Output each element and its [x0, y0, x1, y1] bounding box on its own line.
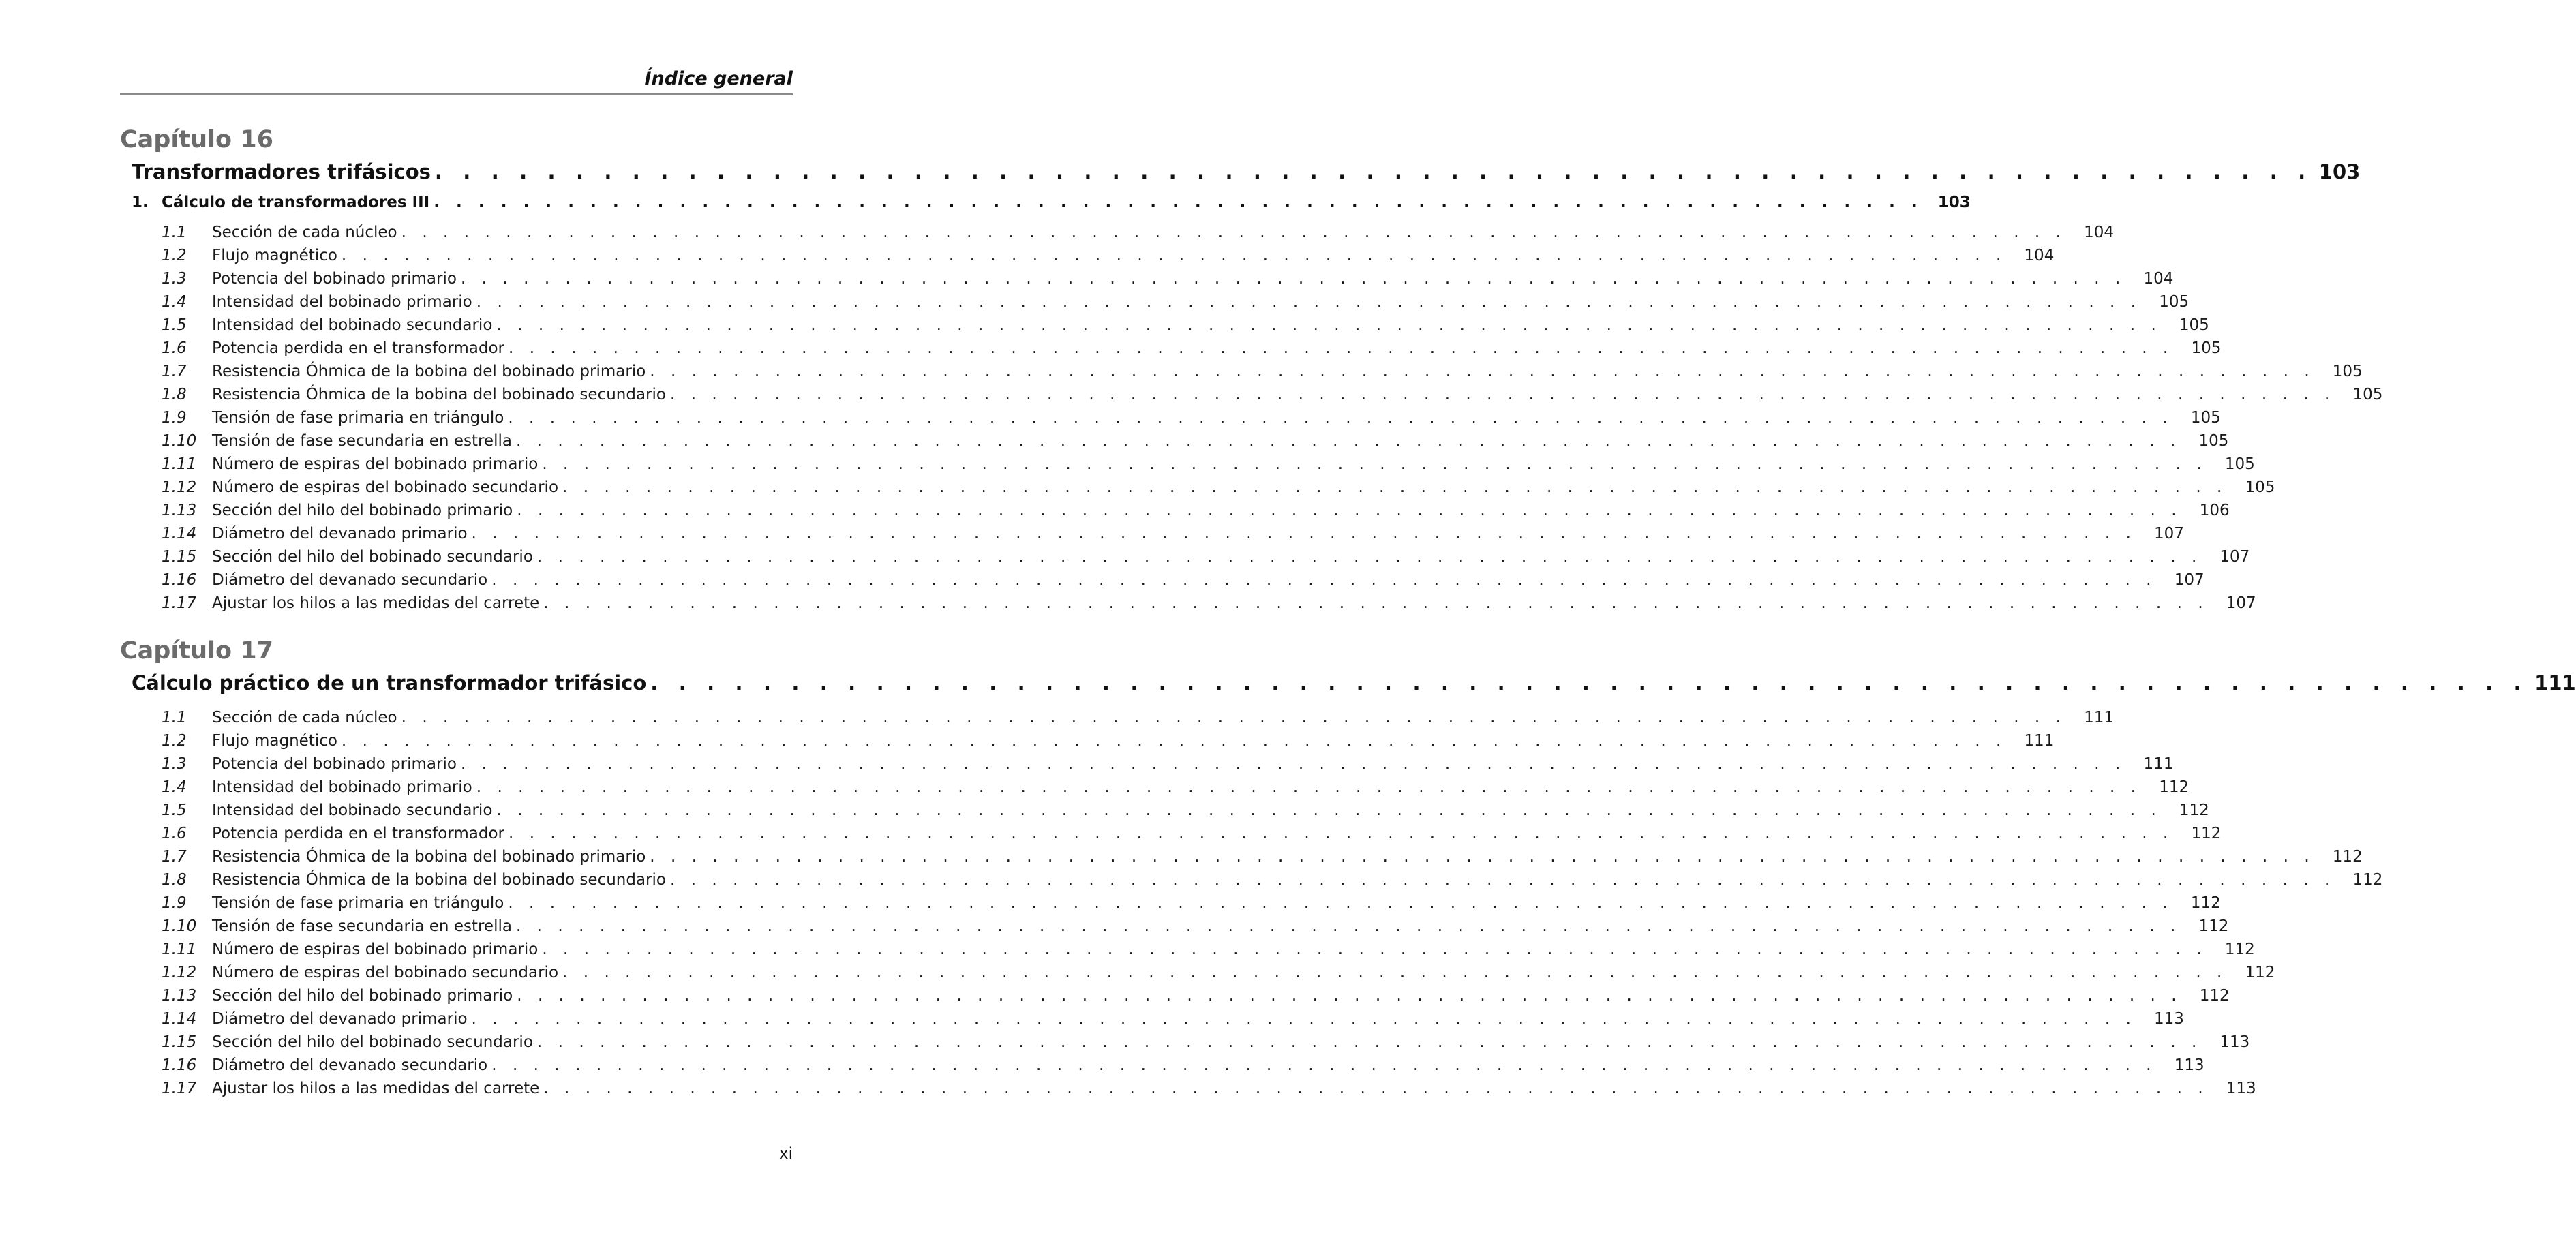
- dot-leader: . . . . . . . . . . . . . . . . . . . . . . . . . . . . . . . . . . . . . . . . . . . . . . . . . . . . . . . . . . . . . . . . . . . . . . . . . . . . . . . .: [496, 802, 2162, 819]
- toc-entry-page: 107: [2226, 594, 2256, 612]
- toc-entry-label: Número de espiras del bobinado primario: [212, 941, 539, 958]
- toc-entry[interactable]: [162, 270, 2174, 288]
- chapter-title: Transformadores trifásicos: [132, 160, 431, 183]
- dot-leader: . . . . . . . . . . . . . . . . . . . . . . . . . . . . . . . . . . . . . . . . . . . . . . . . . . . . . . . . . . . . . . . . . . . . . . . . . . . . . . . .: [669, 386, 2335, 403]
- toc-entry-number: 1.1: [162, 224, 187, 241]
- toc-entry-page: 107: [2154, 525, 2184, 543]
- dot-leader: . . . . . . . . . . . . . . . . . . . . . . . . . . . . . . . . . . . . . . . . . . . . . . . . . . . . . . . . . . . . . . . . . . .: [650, 671, 2528, 695]
- toc-entry-label-group: [162, 363, 646, 380]
- toc-entry-page: 105: [2352, 386, 2383, 403]
- dot-leader: . . . . . . . . . . . . . . . . . . . . . . . . . . . . . . . . . . . . . . . . . . . . . . . . . . . . . . . . . . . . . . . . . . . . . . . . . . . . . . . .: [471, 1010, 2136, 1028]
- toc-entry-label-group: [162, 455, 538, 473]
- toc-entry[interactable]: [162, 594, 2256, 612]
- dot-leader: . . . . . . . . . . . . . . . . . . . . . . . . . . . . . . . . . . . . . . . . . . . . . . . . . . . . . . . . . . . . . . . . . . . . . . . . . . . . . . . .: [562, 964, 2228, 981]
- toc-entry-page: 105: [2245, 478, 2275, 496]
- toc-entry-label-group: [162, 293, 472, 311]
- toc-entry-number: 1.2: [162, 247, 187, 264]
- dot-leader: . . . . . . . . . . . . . . . . . . . . . . . . . . . . . . . . . . . . . . . . . . . . . . . . . . . . . . . . . . . . . . . . . . . . . . . . . . . . . . . .: [543, 1080, 2209, 1097]
- toc-entry-page: 111: [2024, 732, 2055, 750]
- toc-entry[interactable]: [162, 363, 2363, 380]
- dot-leader: . . . . . . . . . . . . . . . . . . . . . . . . . . . . . . . . . . . . . . . . . . . . . . . . . . . . . . . . . . . . . . . . . . . . . . . . . . . . . . . .: [471, 525, 2136, 543]
- toc-entry-number: 1.6: [162, 825, 187, 842]
- toc-entry-label-group: [162, 964, 558, 981]
- dot-leader: . . . . . . . . . . . . . . . . . . . . . . . . . . . . . . . . . . . . . . . . . . . . . . . . . . . . . . . . . . . . . . . . . . . . . . . . . . . . . . . .: [562, 478, 2228, 496]
- toc-entry[interactable]: [162, 848, 2363, 866]
- section-number: 1.: [132, 194, 149, 211]
- section-label-group: [132, 194, 429, 211]
- toc-entry-number: 1.12: [162, 478, 197, 496]
- toc-entry-label: Flujo magnético: [212, 247, 337, 264]
- dot-leader: . . . . . . . . . . . . . . . . . . . . . . . . . . . . . . . . . . . . . . . . . . . . . . . . . . . . . . . . . . . . . . . . . . .: [434, 194, 1923, 211]
- toc-entry[interactable]: [162, 987, 2230, 1005]
- toc-entry[interactable]: [162, 755, 2174, 773]
- toc-entry-label-group: [162, 594, 539, 612]
- toc-entry-number: 1.10: [162, 917, 197, 935]
- toc-entry[interactable]: [162, 894, 2221, 912]
- toc-entry[interactable]: [162, 709, 2115, 727]
- toc-entry-page: 105: [2190, 409, 2221, 427]
- toc-entry-number: 1.3: [162, 270, 187, 288]
- dot-leader: . . . . . . . . . . . . . . . . . . . . . . . . . . . . . . . . . . . . . . . . . . . . . . . . . . . . . . . . . . . . . . . . . . . . . . . . . . . . . . . .: [669, 871, 2335, 889]
- toc-entry[interactable]: [162, 339, 2222, 357]
- dot-leader: . . . . . . . . . . . . . . . . . . . . . . . . . . . . . . . . . . . . . . . . . . . . . . . . . . . . . . . . . . . . . . . . . . . . . . . . . . . . . . . .: [341, 247, 2007, 264]
- toc-entry-number: 1.1: [162, 709, 187, 727]
- toc-entry-label: Tensión de fase primaria en triángulo: [212, 894, 504, 912]
- toc-entry-label-group: [162, 571, 487, 589]
- toc-entry-number: 1.2: [162, 732, 187, 750]
- toc-entry-number: 1.5: [162, 802, 187, 819]
- page-number: xi: [778, 1145, 793, 1163]
- toc-entry-label: Diámetro del devanado secundario: [212, 571, 488, 589]
- toc-entry-number: 1.13: [162, 502, 197, 519]
- toc-entry-page: 111: [2084, 709, 2115, 727]
- toc-entry-label: Sección del hilo del bobinado secundario: [212, 548, 533, 566]
- toc-entry-label-group: [162, 1056, 487, 1074]
- toc-entry-label: Tensión de fase secundaria en estrella: [212, 917, 512, 935]
- toc-entry-page: 104: [2084, 224, 2115, 241]
- toc-entry-number: 1.13: [162, 987, 197, 1005]
- dot-leader: . . . . . . . . . . . . . . . . . . . . . . . . . . . . . . . . . . . . . . . . . . . . . . . . . . . . . . . . . . . . . . . . . . . . . . . . . . . . . . . .: [491, 1056, 2157, 1074]
- chapter-title-page: 111: [2534, 671, 2576, 695]
- toc-entry[interactable]: [162, 455, 2255, 473]
- toc-entry-number: 1.15: [162, 1033, 197, 1051]
- toc-entry[interactable]: [162, 224, 2115, 241]
- toc-entry-number: 1.4: [162, 293, 187, 311]
- toc-entry-label: Sección del hilo del bobinado secundario: [212, 1033, 533, 1051]
- toc-entry-number: 1.9: [162, 409, 187, 427]
- toc-entry-label-group: [162, 848, 646, 866]
- toc-entry[interactable]: [162, 386, 2383, 403]
- dot-leader: . . . . . . . . . . . . . . . . . . . . . . . . . . . . . . . . . . . . . . . . . . . . . . . . . . . . . . . . . . . . . . . . . . . . . . . . . . . . . . . .: [517, 987, 2182, 1005]
- toc-entry[interactable]: [162, 1033, 2250, 1051]
- dot-leader: . . . . . . . . . . . . . . . . . . . . . . . . . . . . . . . . . . . . . . . . . . . . . . . . . . . . . . . . . . . . . . . . . . . . . . . . . . . . . . . .: [401, 709, 2067, 727]
- toc-entry[interactable]: [162, 1010, 2184, 1028]
- toc-entry-number: 1.9: [162, 894, 187, 912]
- toc-entry-page: 113: [2154, 1010, 2184, 1028]
- toc-entry-label: Diámetro del devanado primario: [212, 1010, 468, 1028]
- toc-entry-page: 112: [2159, 778, 2189, 796]
- toc-entry-label-group: [162, 224, 397, 241]
- dot-leader: . . . . . . . . . . . . . . . . . . . . . . . . . . . . . . . . . . . . . . . . . . . . . . . . . . . . . . . . . . . . . . . . . . . . . . . . . . . . . . . .: [460, 755, 2126, 773]
- toc-entry-label: Flujo magnético: [212, 732, 337, 750]
- toc-entry-page: 112: [2198, 917, 2229, 935]
- toc-entry-number: 1.12: [162, 964, 197, 981]
- dot-leader: . . . . . . . . . . . . . . . . . . . . . . . . . . . . . . . . . . . . . . . . . . . . . . . . . . . . . . . . . . . . . . . . . . . . . . . . . . . . . . . .: [650, 363, 2315, 380]
- toc-entry-page: 113: [2219, 1033, 2250, 1051]
- toc-entry-label: Intensidad del bobinado secundario: [212, 802, 493, 819]
- toc-entry-label: Diámetro del devanado primario: [212, 525, 468, 543]
- dot-leader: . . . . . . . . . . . . . . . . . . . . . . . . . . . . . . . . . . . . . . . . . . . . . . . . . . . . . . . . . . . . . . . . . . . . . . . . . . . . . . . .: [542, 941, 2207, 958]
- toc-entry-page: 105: [2332, 363, 2363, 380]
- toc-entry-label-group: [162, 548, 533, 566]
- toc-entry[interactable]: [162, 732, 2055, 750]
- dot-leader: . . . . . . . . . . . . . . . . . . . . . . . . . . . . . . . . . . . . . . . . . . . . . . . . . . . . . . . . . . . . . . . . . . . . . . . . . . . . . . . .: [476, 778, 2142, 796]
- running-header-title: Índice general: [644, 68, 793, 89]
- toc-entry-label: Resistencia Óhmica de la bobina del bobinado primario: [212, 848, 646, 866]
- toc-entry[interactable]: [162, 409, 2221, 427]
- toc-entry[interactable]: [162, 548, 2250, 566]
- toc-entry-page: 111: [2143, 755, 2174, 773]
- toc-entry-page: 112: [2352, 871, 2383, 889]
- toc-entry-page: 112: [2245, 964, 2275, 981]
- toc-entry-label: Ajustar los hilos a las medidas del carrete: [212, 1080, 540, 1097]
- toc-entry-label: Número de espiras del bobinado primario: [212, 455, 539, 473]
- toc-entry[interactable]: [162, 1080, 2256, 1097]
- dot-leader: . . . . . . . . . . . . . . . . . . . . . . . . . . . . . . . . . . . . . . . . . . . . . . . . . . . . . . . . . . . . . . . . . . .: [434, 160, 2313, 183]
- dot-leader: . . . . . . . . . . . . . . . . . . . . . . . . . . . . . . . . . . . . . . . . . . . . . . . . . . . . . . . . . . . . . . . . . . . . . . . . . . . . . . . .: [536, 548, 2202, 566]
- toc-entry-number: 1.17: [162, 594, 197, 612]
- toc-entry-label: Resistencia Óhmica de la bobina del bobinado primario: [212, 363, 646, 380]
- dot-leader: . . . . . . . . . . . . . . . . . . . . . . . . . . . . . . . . . . . . . . . . . . . . . . . . . . . . . . . . . . . . . . . . . . . . . . . . . . . . . . . .: [341, 732, 2007, 750]
- toc-entry-label-group: [162, 755, 457, 773]
- toc-entry[interactable]: [162, 871, 2383, 889]
- chapter-title-row[interactable]: [132, 160, 2361, 183]
- chapter-heading: Capítulo 17: [120, 637, 273, 665]
- toc-entry[interactable]: [162, 247, 2055, 264]
- toc-entry-number: 1.11: [162, 455, 197, 473]
- dot-leader: . . . . . . . . . . . . . . . . . . . . . . . . . . . . . . . . . . . . . . . . . . . . . . . . . . . . . . . . . . . . . . . . . . . . . . . . . . . . . . . .: [543, 594, 2209, 612]
- toc-entry[interactable]: [162, 316, 2209, 334]
- toc-entry-page: 112: [2332, 848, 2363, 866]
- toc-entry-label: Intensidad del bobinado primario: [212, 778, 472, 796]
- toc-entry-label-group: [162, 409, 504, 427]
- toc-entry-number: 1.4: [162, 778, 187, 796]
- toc-entry-label: Sección del hilo del bobinado primario: [212, 502, 513, 519]
- toc-entry-number: 1.16: [162, 1056, 197, 1074]
- toc-entry-label-group: [162, 316, 492, 334]
- dot-leader: . . . . . . . . . . . . . . . . . . . . . . . . . . . . . . . . . . . . . . . . . . . . . . . . . . . . . . . . . . . . . . . . . . . . . . . . . . . . . . . .: [517, 502, 2182, 519]
- toc-entry-label-group: [162, 270, 457, 288]
- toc-entry-label: Tensión de fase primaria en triángulo: [212, 409, 504, 427]
- toc-entry-label: Resistencia Óhmica de la bobina del bobinado secundario: [212, 871, 666, 889]
- toc-entry-label-group: [162, 778, 472, 796]
- toc-entry-page: 105: [2191, 339, 2222, 357]
- toc-entry-label: Intensidad del bobinado secundario: [212, 316, 493, 334]
- toc-entry-label-group: [162, 987, 513, 1005]
- toc-entry[interactable]: [162, 917, 2229, 935]
- toc-entry-page: 107: [2174, 571, 2204, 589]
- toc-entry-label: Sección del hilo del bobinado primario: [212, 987, 513, 1005]
- toc-entry-label: Sección de cada núcleo: [212, 224, 397, 241]
- section-page: 103: [1937, 194, 1971, 211]
- toc-entry[interactable]: [162, 432, 2229, 450]
- dot-leader: . . . . . . . . . . . . . . . . . . . . . . . . . . . . . . . . . . . . . . . . . . . . . . . . . . . . . . . . . . . . . . . . . . . . . . . . . . . . . . . .: [491, 571, 2157, 589]
- toc-entry-number: 1.14: [162, 1010, 197, 1028]
- dot-leader: . . . . . . . . . . . . . . . . . . . . . . . . . . . . . . . . . . . . . . . . . . . . . . . . . . . . . . . . . . . . . . . . . . . . . . . . . . . . . . . .: [542, 455, 2207, 473]
- toc-entry-label: Potencia perdida en el transformador: [212, 825, 504, 842]
- toc-entry-label: Potencia del bobinado primario: [212, 270, 457, 288]
- toc-entry-page: 113: [2226, 1080, 2256, 1097]
- toc-entry-label-group: [162, 1080, 539, 1097]
- toc-entry-label: Potencia perdida en el transformador: [212, 339, 504, 357]
- toc-entry-label-group: [162, 894, 504, 912]
- dot-leader: . . . . . . . . . . . . . . . . . . . . . . . . . . . . . . . . . . . . . . . . . . . . . . . . . . . . . . . . . . . . . . . . . . . . . . . . . . . . . . . .: [536, 1033, 2202, 1051]
- toc-entry-label: Resistencia Óhmica de la bobina del bobinado secundario: [212, 386, 666, 403]
- toc-entry-page: 105: [2159, 293, 2189, 311]
- toc-entry-label-group: [162, 525, 468, 543]
- toc-entry-label-group: [162, 1033, 533, 1051]
- toc-entry-number: 1.7: [162, 848, 187, 866]
- toc-entry[interactable]: [162, 478, 2275, 496]
- dot-leader: . . . . . . . . . . . . . . . . . . . . . . . . . . . . . . . . . . . . . . . . . . . . . . . . . . . . . . . . . . . . . . . . . . . . . . . . . . . . . . . .: [515, 432, 2181, 450]
- dot-leader: . . . . . . . . . . . . . . . . . . . . . . . . . . . . . . . . . . . . . . . . . . . . . . . . . . . . . . . . . . . . . . . . . . . . . . . . . . . . . . . .: [460, 270, 2126, 288]
- toc-entry-page: 112: [2224, 941, 2255, 958]
- toc-entry-page: 105: [2224, 455, 2255, 473]
- toc-entry-page: 105: [2198, 432, 2229, 450]
- dot-leader: . . . . . . . . . . . . . . . . . . . . . . . . . . . . . . . . . . . . . . . . . . . . . . . . . . . . . . . . . . . . . . . . . . . . . . . . . . . . . . . .: [508, 825, 2174, 842]
- toc-entry-page: 104: [2024, 247, 2055, 264]
- toc-entry-number: 1.17: [162, 1080, 197, 1097]
- dot-leader: . . . . . . . . . . . . . . . . . . . . . . . . . . . . . . . . . . . . . . . . . . . . . . . . . . . . . . . . . . . . . . . . . . . . . . . . . . . . . . . .: [496, 316, 2162, 334]
- toc-entry-label-group: [162, 1010, 468, 1028]
- toc-entry-label: Ajustar los hilos a las medidas del carrete: [212, 594, 540, 612]
- toc-entry-label-group: [162, 502, 513, 519]
- toc-entry-label-group: [162, 941, 538, 958]
- toc-entry-page: 112: [2199, 987, 2230, 1005]
- toc-entry-label-group: [162, 247, 337, 264]
- toc-entry-label: Tensión de fase secundaria en estrella: [212, 432, 512, 450]
- toc-entry-label-group: [162, 871, 666, 889]
- toc-entry-number: 1.6: [162, 339, 187, 357]
- chapter-title-row[interactable]: [132, 671, 2576, 695]
- dot-leader: . . . . . . . . . . . . . . . . . . . . . . . . . . . . . . . . . . . . . . . . . . . . . . . . . . . . . . . . . . . . . . . . . . . . . . . . . . . . . . . .: [508, 339, 2174, 357]
- toc-entry-label-group: [162, 432, 512, 450]
- toc-entry-label: Intensidad del bobinado primario: [212, 293, 472, 311]
- toc-entry-number: 1.5: [162, 316, 187, 334]
- toc-entry[interactable]: [162, 502, 2230, 519]
- toc-entry[interactable]: [162, 941, 2255, 958]
- toc-entry[interactable]: [162, 964, 2275, 981]
- dot-leader: . . . . . . . . . . . . . . . . . . . . . . . . . . . . . . . . . . . . . . . . . . . . . . . . . . . . . . . . . . . . . . . . . . . . . . . . . . . . . . . .: [515, 917, 2181, 935]
- section-label: Cálculo de transformadores III: [162, 194, 430, 211]
- toc-entry-label: Diámetro del devanado secundario: [212, 1056, 488, 1074]
- chapter-title-page: 103: [2318, 160, 2361, 183]
- section-row[interactable]: [132, 194, 1971, 211]
- toc-entry-label: Número de espiras del bobinado secundario: [212, 478, 559, 496]
- toc-entry-number: 1.15: [162, 548, 197, 566]
- toc-entry[interactable]: [162, 525, 2184, 543]
- toc-entry-label-group: [162, 825, 504, 842]
- dot-leader: . . . . . . . . . . . . . . . . . . . . . . . . . . . . . . . . . . . . . . . . . . . . . . . . . . . . . . . . . . . . . . . . . . . . . . . . . . . . . . . .: [508, 409, 2173, 427]
- toc-entry-label: Número de espiras del bobinado secundario: [212, 964, 559, 981]
- toc-entry-page: 104: [2143, 270, 2174, 288]
- toc-entry-number: 1.8: [162, 386, 187, 403]
- dot-leader: . . . . . . . . . . . . . . . . . . . . . . . . . . . . . . . . . . . . . . . . . . . . . . . . . . . . . . . . . . . . . . . . . . . . . . . . . . . . . . . .: [650, 848, 2315, 866]
- toc-entry-label: Potencia del bobinado primario: [212, 755, 457, 773]
- chapter-heading: Capítulo 16: [120, 126, 273, 153]
- toc-entry[interactable]: [162, 802, 2209, 819]
- toc-entry-label-group: [162, 709, 397, 727]
- dot-leader: . . . . . . . . . . . . . . . . . . . . . . . . . . . . . . . . . . . . . . . . . . . . . . . . . . . . . . . . . . . . . . . . . . . . . . . . . . . . . . . .: [476, 293, 2142, 311]
- toc-entry[interactable]: [162, 571, 2204, 589]
- toc-entry-number: 1.8: [162, 871, 187, 889]
- toc-entry[interactable]: [162, 293, 2189, 311]
- toc-entry-label-group: [162, 802, 492, 819]
- toc-entry-page: 107: [2219, 548, 2250, 566]
- toc-entry-label-group: [162, 732, 337, 750]
- toc-entry-number: 1.7: [162, 363, 187, 380]
- toc-entry[interactable]: [162, 1056, 2204, 1074]
- header-rule: [120, 93, 793, 95]
- toc-entry[interactable]: [162, 825, 2222, 842]
- toc-entry-number: 1.14: [162, 525, 197, 543]
- toc-entry-number: 1.3: [162, 755, 187, 773]
- toc-entry-page: 106: [2199, 502, 2230, 519]
- toc-entry-page: 113: [2174, 1056, 2204, 1074]
- toc-entry-page: 112: [2191, 825, 2222, 842]
- toc-entry-number: 1.10: [162, 432, 197, 450]
- dot-leader: . . . . . . . . . . . . . . . . . . . . . . . . . . . . . . . . . . . . . . . . . . . . . . . . . . . . . . . . . . . . . . . . . . . . . . . . . . . . . . . .: [401, 224, 2067, 241]
- toc-entry-label-group: [162, 478, 558, 496]
- toc-entry-page: 105: [2179, 316, 2209, 334]
- toc-entry-label-group: [162, 917, 512, 935]
- toc-entry-label: Sección de cada núcleo: [212, 709, 397, 727]
- toc-entry-page: 112: [2190, 894, 2221, 912]
- chapter-title: Cálculo práctico de un transformador trifásico: [132, 671, 647, 695]
- dot-leader: . . . . . . . . . . . . . . . . . . . . . . . . . . . . . . . . . . . . . . . . . . . . . . . . . . . . . . . . . . . . . . . . . . . . . . . . . . . . . . . .: [508, 894, 2173, 912]
- toc-entry-label-group: [162, 386, 666, 403]
- toc-entry[interactable]: [162, 778, 2189, 796]
- toc-entry-number: 1.16: [162, 571, 197, 589]
- toc-entry-page: 112: [2179, 802, 2209, 819]
- toc-entry-label-group: [162, 339, 504, 357]
- toc-entry-number: 1.11: [162, 941, 197, 958]
